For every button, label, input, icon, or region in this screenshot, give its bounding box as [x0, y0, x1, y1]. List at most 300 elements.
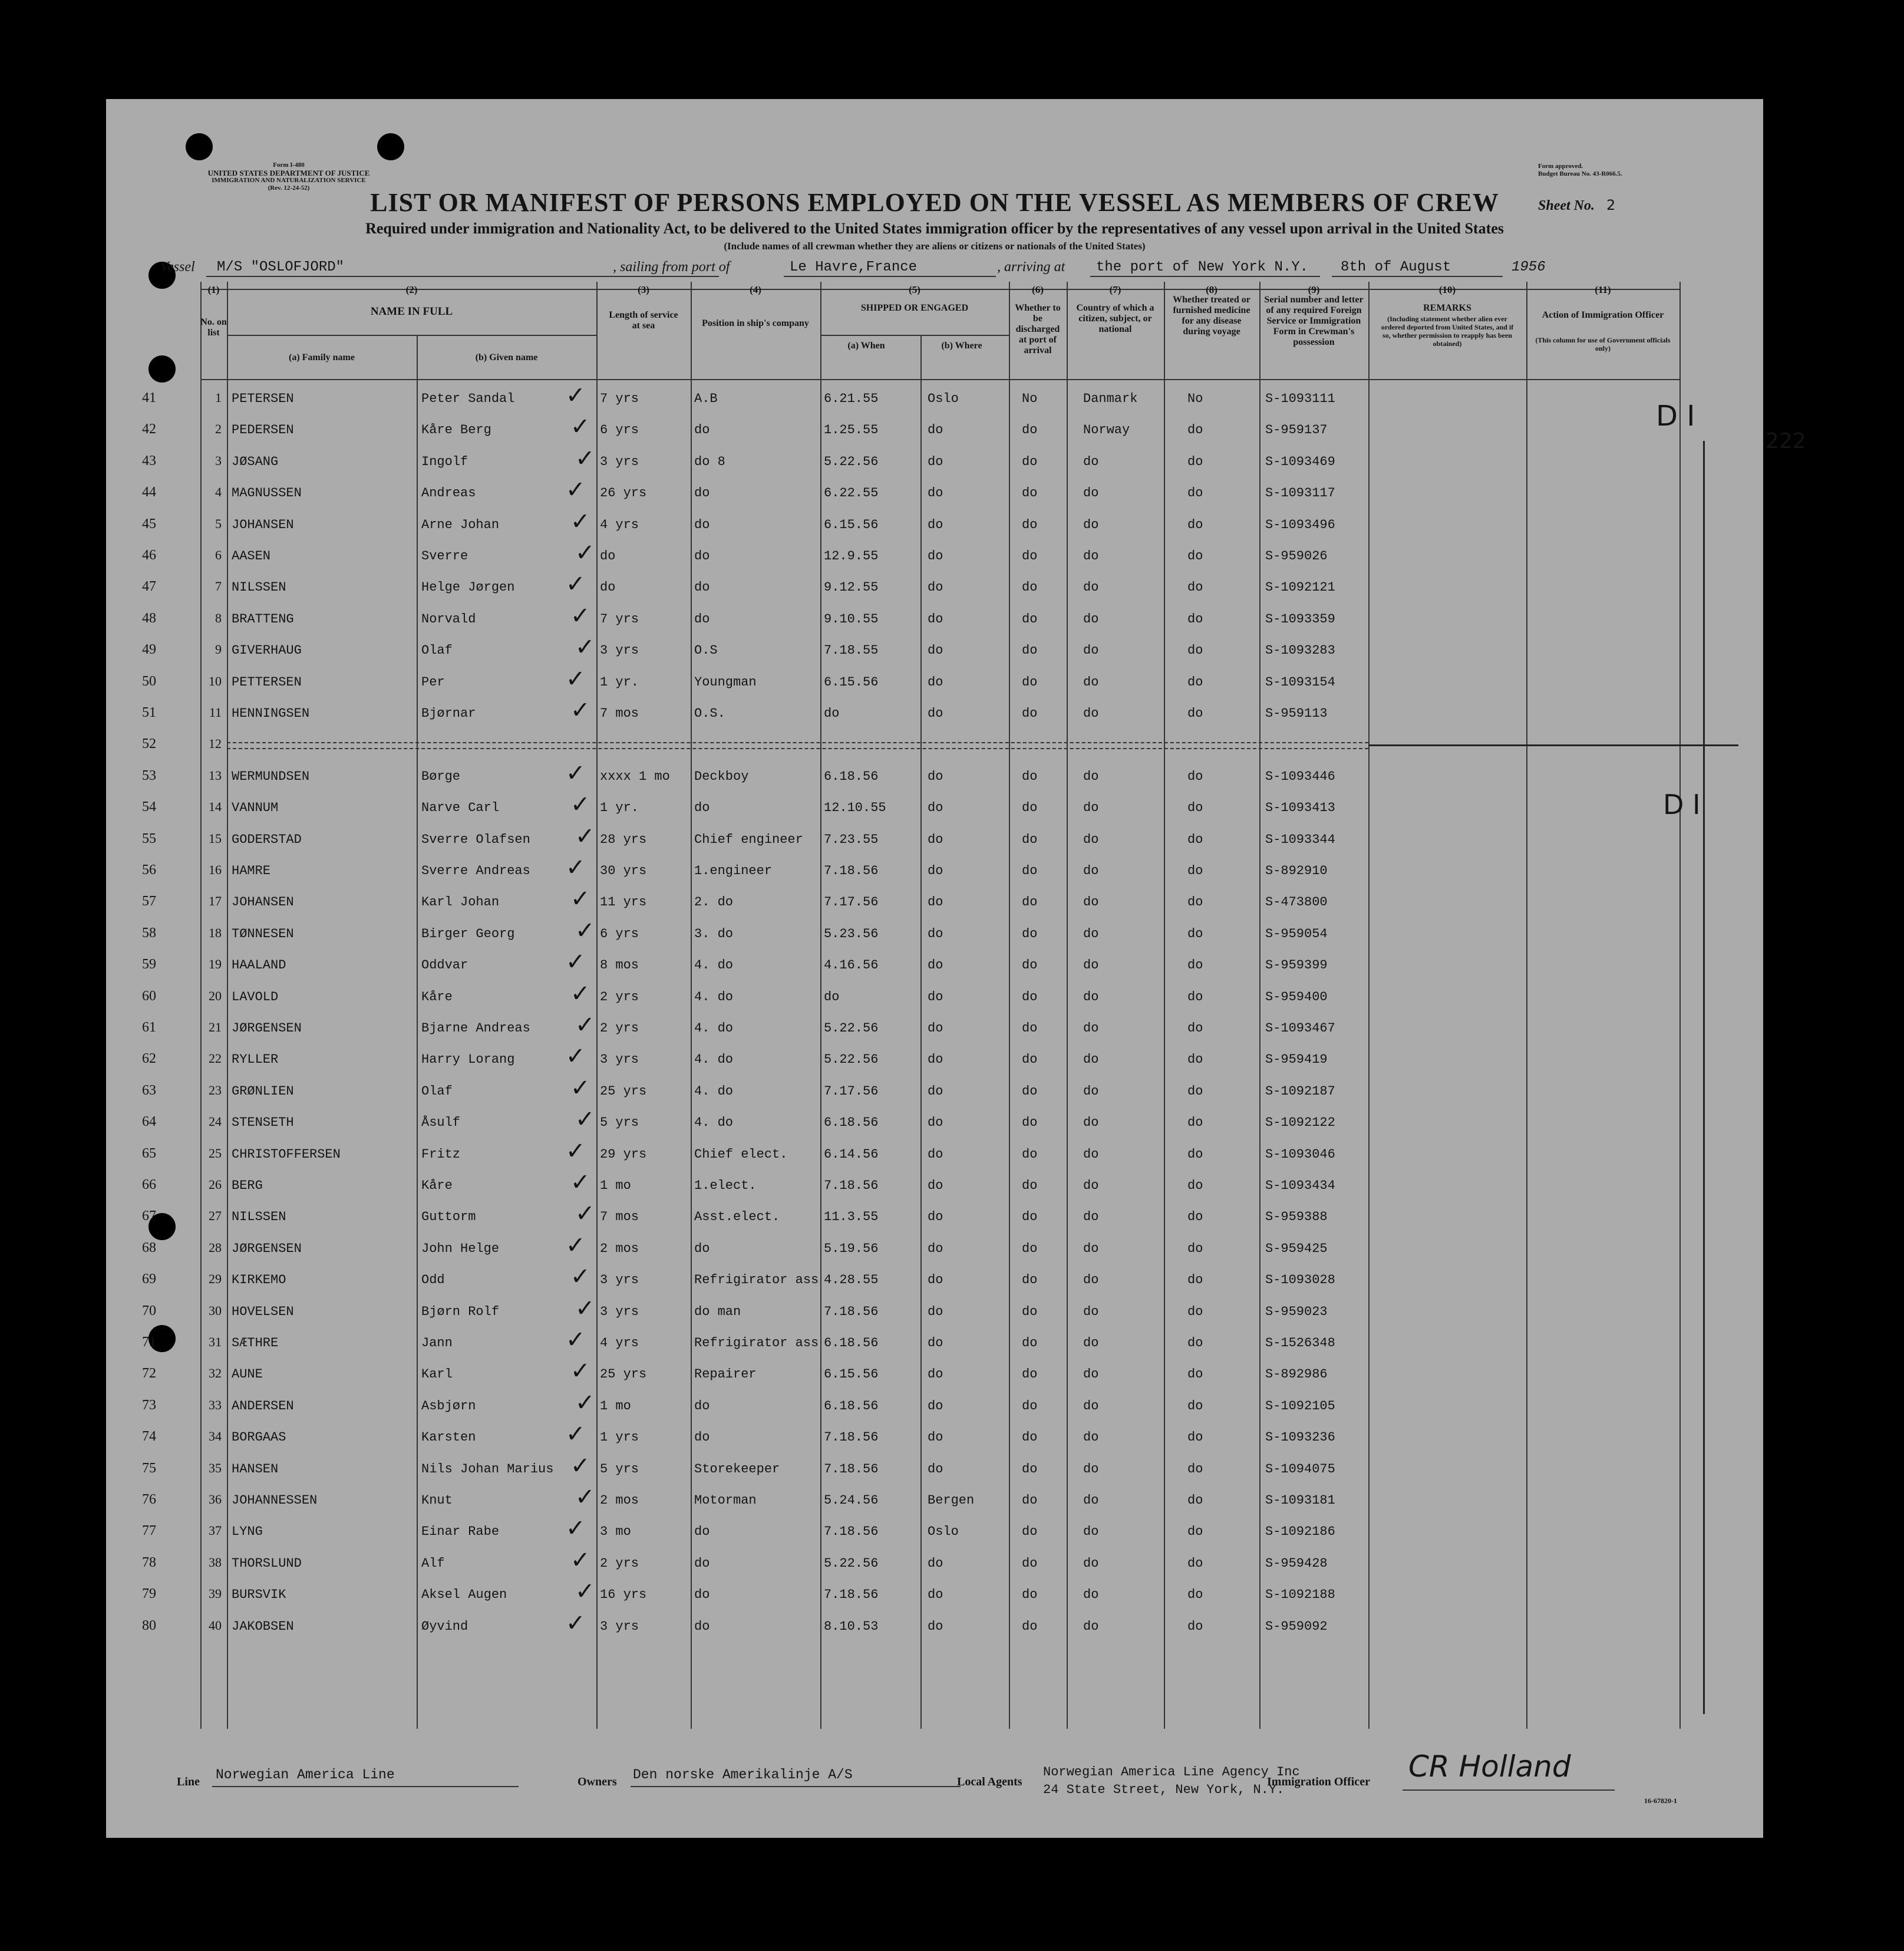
cell-given: Bjarne Andreas — [421, 1021, 530, 1036]
cell-position: do 8 — [694, 454, 725, 469]
cell-family: JØSANG — [232, 454, 279, 469]
cell-serial: S-959419 — [1265, 1052, 1328, 1067]
cell-service: 3 yrs — [600, 1304, 639, 1319]
agents-line-2: 24 State Street, New York, N.Y. — [1043, 1782, 1285, 1797]
line-number: 77 — [142, 1523, 156, 1539]
cell-treated: do — [1187, 706, 1203, 721]
list-number: 2 — [215, 421, 222, 437]
cell-when: 5.22.56 — [824, 1555, 879, 1571]
cell-service: 3 mo — [600, 1524, 631, 1540]
col-6-header: Whether to be discharged at port of arrival — [1015, 303, 1061, 355]
cell-position: do — [694, 580, 710, 595]
cell-where: do — [928, 1083, 943, 1099]
remarks-rule — [1368, 744, 1738, 746]
cell-position: do man — [694, 1304, 741, 1319]
cell-treated: do — [1187, 1273, 1203, 1288]
line-number: 58 — [142, 925, 156, 941]
col-1-number: (1) — [207, 284, 220, 295]
cell-family: JØRGENSEN — [232, 1241, 302, 1256]
cell-position: Refrigirator ass — [694, 1273, 819, 1288]
cell-serial: S-959428 — [1265, 1555, 1328, 1571]
cell-when: 7.18.56 — [824, 1178, 879, 1193]
cell-given: Peter Sandal — [421, 391, 515, 406]
cell-service: 28 yrs — [600, 832, 647, 847]
list-number: 37 — [209, 1523, 222, 1538]
cell-treated: do — [1187, 486, 1203, 501]
cell-when: 7.18.56 — [824, 1524, 879, 1540]
cell-country: do — [1083, 989, 1099, 1004]
col-9-number: (9) — [1308, 284, 1320, 295]
cell-position: 1.elect. — [694, 1178, 757, 1193]
cell-treated: No — [1187, 391, 1203, 406]
arrival-date: 8th of August — [1341, 259, 1451, 275]
cell-position: Motorman — [694, 1493, 757, 1508]
cell-country: do — [1083, 832, 1099, 847]
cell-where: do — [928, 895, 943, 910]
check-icon: ✓ — [566, 1421, 586, 1448]
check-icon: ✓ — [575, 1011, 595, 1039]
cell-position: do — [694, 1555, 710, 1571]
col-9-header: Serial number and letter of any required Foreign Service or Immigration Form in Crewman's possession — [1264, 295, 1364, 347]
cell-country: do — [1083, 1304, 1099, 1319]
cell-discharged: do — [1022, 706, 1038, 721]
vessel-name: M/S "OSLOFJORD" — [217, 259, 345, 275]
punch-hole — [186, 133, 213, 160]
line-number: 49 — [142, 642, 156, 658]
cell-country: do — [1083, 895, 1099, 910]
list-number: 22 — [209, 1051, 222, 1066]
form-id: Form I-480 — [273, 162, 305, 169]
cell-given: Bjørnar — [421, 706, 476, 721]
cell-position: do — [694, 1430, 710, 1445]
cell-serial: S-959054 — [1265, 926, 1328, 941]
cell-position: do — [694, 611, 710, 627]
line-number: 69 — [142, 1271, 156, 1287]
cell-treated: do — [1187, 1210, 1203, 1225]
cell-position: 2. do — [694, 895, 734, 910]
cell-serial: S-959023 — [1265, 1304, 1328, 1319]
cell-treated: do — [1187, 423, 1203, 438]
cell-discharged: do — [1022, 423, 1038, 438]
crew-note: (Include names of all crewman whether they are aliens or citizens or nationals of the United States) — [724, 240, 1146, 252]
cell-family: ANDERSEN — [232, 1398, 294, 1413]
cell-position: do — [694, 1524, 710, 1540]
cell-given: Øyvind — [421, 1619, 468, 1634]
cell-country: do — [1083, 1367, 1099, 1382]
cell-treated: do — [1187, 1619, 1203, 1634]
cell-when: 7.18.56 — [824, 1304, 879, 1319]
cell-position: Chief elect. — [694, 1146, 788, 1162]
cell-family: LAVOLD — [232, 989, 279, 1004]
cell-country: do — [1083, 1178, 1099, 1193]
cell-discharged: do — [1022, 1587, 1038, 1603]
form-header-right — [1538, 163, 1622, 178]
cell-service: 26 yrs — [600, 486, 647, 501]
column-divider — [1164, 282, 1165, 1729]
cell-country: Danmark — [1083, 391, 1138, 406]
column-divider — [1009, 282, 1010, 1729]
cell-family: NILSSEN — [232, 1210, 286, 1225]
cell-serial: S-1093236 — [1265, 1430, 1335, 1445]
cell-family: JØRGENSEN — [232, 1021, 302, 1036]
form-rev: (Rev. 12-24-52) — [268, 184, 310, 192]
list-number: 9 — [215, 642, 222, 657]
cell-serial: S-1092187 — [1265, 1083, 1335, 1099]
cell-where: do — [928, 706, 943, 721]
col-11-note: (This column for use of Government officials only) — [1535, 336, 1671, 352]
cell-family: AUNE — [232, 1367, 263, 1382]
cell-position: do — [694, 517, 710, 532]
cell-where: do — [928, 989, 943, 1004]
cell-family: HOVELSEN — [232, 1304, 294, 1319]
line-name: Norwegian America Line — [216, 1767, 395, 1782]
cell-family: GIVERHAUG — [232, 643, 302, 658]
cell-family: JAKOBSEN — [232, 1619, 294, 1634]
cell-country: do — [1083, 1115, 1099, 1131]
cell-service: 16 yrs — [600, 1587, 647, 1603]
cell-serial: S-1094075 — [1265, 1461, 1335, 1477]
cell-position: do — [694, 549, 710, 563]
cell-serial: S-1092122 — [1265, 1115, 1335, 1131]
cell-when: 4.28.55 — [824, 1273, 879, 1288]
owners-label: Owners — [578, 1775, 617, 1788]
cell-discharged: do — [1022, 1398, 1038, 1413]
cell-position: Asst.elect. — [694, 1210, 780, 1225]
cell-position: do — [694, 1619, 710, 1634]
cell-where: do — [928, 1241, 943, 1256]
cell-where: do — [928, 832, 943, 847]
cell-serial: S-1092188 — [1265, 1587, 1335, 1603]
cell-treated: do — [1187, 1052, 1203, 1067]
cell-given: Jann — [421, 1336, 453, 1350]
line-number: 73 — [142, 1397, 156, 1413]
cell-given: Bjørn Rolf — [421, 1304, 500, 1319]
cell-discharged: No — [1022, 391, 1038, 406]
cell-when: 5.22.56 — [824, 1052, 879, 1067]
cell-given: Kåre — [421, 1178, 453, 1193]
cell-service: 1 yrs — [600, 1430, 639, 1445]
form-dept: UNITED STATES DEPARTMENT OF JUSTICE — [207, 169, 370, 177]
list-number: 19 — [209, 957, 222, 972]
cell-country: do — [1083, 1336, 1099, 1350]
cell-serial: S-1093344 — [1265, 832, 1335, 847]
arrival-year: 1956 — [1512, 259, 1546, 275]
column-divider — [1679, 282, 1681, 1729]
cell-position: Refrigirator ass — [694, 1336, 819, 1350]
cell-discharged: do — [1022, 800, 1038, 816]
line-number: 74 — [142, 1429, 156, 1445]
check-icon: ✓ — [575, 1200, 595, 1228]
cell-when: 6.22.55 — [824, 486, 879, 501]
cell-country: do — [1083, 1619, 1099, 1634]
cell-given: Alf — [421, 1555, 445, 1571]
cell-when: 6.15.56 — [824, 1367, 879, 1382]
cell-when: 8.10.53 — [824, 1619, 879, 1634]
subcolumn-divider — [417, 335, 418, 1729]
cell-discharged: do — [1022, 832, 1038, 847]
cell-treated: do — [1187, 643, 1203, 658]
cell-country: do — [1083, 1273, 1099, 1288]
cell-treated: do — [1187, 864, 1203, 878]
cell-family: WERMUNDSEN — [232, 769, 310, 784]
column-divider — [1259, 282, 1260, 1729]
cell-when: 7.18.56 — [824, 1587, 879, 1603]
cell-country: do — [1083, 611, 1099, 627]
cell-when: 9.10.55 — [824, 611, 879, 627]
cell-country: do — [1083, 926, 1099, 941]
line-number: 78 — [142, 1554, 156, 1570]
list-number: 23 — [209, 1082, 222, 1098]
list-number: 14 — [209, 799, 222, 815]
cell-given: Olaf — [421, 1083, 453, 1099]
col-1-header: No. on list — [200, 317, 227, 338]
cell-where: Oslo — [928, 391, 959, 406]
col-7-header: Country of which a citizen, subject, or national — [1076, 303, 1154, 334]
cell-position: 4. do — [694, 989, 734, 1004]
cell-family: JOHANSEN — [232, 517, 294, 532]
line-number: 46 — [142, 548, 156, 563]
cell-treated: do — [1187, 800, 1203, 816]
cell-serial: S-1092105 — [1265, 1398, 1335, 1413]
form-budget: Budget Bureau No. 43-R066.5. — [1538, 170, 1622, 177]
di-annotation-mid: D I — [1663, 789, 1701, 820]
cell-when: 7.23.55 — [824, 832, 879, 847]
check-icon: ✓ — [570, 507, 590, 535]
cell-discharged: do — [1022, 643, 1038, 658]
check-icon: ✓ — [575, 1389, 595, 1416]
cell-treated: do — [1187, 1304, 1203, 1319]
cell-family: HENNINGSEN — [232, 706, 310, 721]
punch-hole — [377, 133, 404, 160]
cell-when: 6.14.56 — [824, 1146, 879, 1162]
manifest-page — [106, 99, 1806, 1838]
list-number: 36 — [209, 1492, 222, 1507]
check-icon: ✓ — [570, 413, 590, 441]
cell-serial: S-959026 — [1265, 549, 1328, 563]
cell-family: GRØNLIEN — [232, 1083, 294, 1099]
cell-when: 5.24.56 — [824, 1493, 879, 1508]
col-5a-header: (a) When — [847, 341, 885, 351]
cell-given: Kåre — [421, 989, 453, 1004]
check-icon: ✓ — [575, 1106, 595, 1133]
port-from: Le Havre,France — [790, 259, 918, 275]
cell-where: do — [928, 1304, 943, 1319]
cell-when: 7.18.56 — [824, 1461, 879, 1477]
line-number: 57 — [142, 894, 156, 909]
owners-name: Den norske Amerikalinje A/S — [633, 1767, 853, 1782]
list-number: 15 — [209, 831, 222, 846]
cell-country: do — [1083, 580, 1099, 595]
cell-discharged: do — [1022, 1115, 1038, 1131]
cell-serial: S-1093283 — [1265, 643, 1335, 658]
cell-discharged: do — [1022, 1241, 1038, 1256]
agents-line-1: Norwegian America Line Agency Inc — [1043, 1765, 1300, 1779]
cell-discharged: do — [1022, 1083, 1038, 1099]
check-icon: ✓ — [575, 539, 595, 566]
col-8-header: Whether treated or furnished medicine for any disease during voyage — [1173, 295, 1250, 337]
cell-where: do — [928, 1021, 943, 1036]
cell-family: HANSEN — [232, 1461, 279, 1477]
cell-discharged: do — [1022, 1210, 1038, 1225]
port-to: the port of New York N.Y. — [1096, 259, 1309, 275]
list-number: 12 — [209, 736, 222, 752]
col-2b-header: (b) Given name — [475, 352, 538, 362]
cell-given: Ingolf — [421, 454, 468, 469]
cell-service: 2 mos — [600, 1493, 639, 1508]
subcolumn-divider — [920, 335, 922, 1729]
cell-country: do — [1083, 1398, 1099, 1413]
list-number: 1 — [215, 390, 222, 405]
form-approval: Form approved. — [1538, 163, 1583, 170]
cell-where: do — [928, 864, 943, 878]
cell-position: do — [694, 1241, 710, 1256]
cell-service: 3 yrs — [600, 1052, 639, 1067]
check-icon: ✓ — [566, 1231, 586, 1259]
list-number: 32 — [209, 1366, 222, 1381]
col-5-header: SHIPPED OR ENGAGED — [860, 303, 969, 313]
cell-where: do — [928, 1146, 943, 1162]
cell-when: 6.18.56 — [824, 1336, 879, 1350]
list-number: 8 — [215, 610, 222, 625]
cell-when: 7.18.56 — [824, 1430, 879, 1445]
cell-treated: do — [1187, 769, 1203, 784]
cell-given: Harry Lorang — [421, 1052, 515, 1067]
cell-when: 5.22.56 — [824, 454, 879, 469]
cell-service: 11 yrs — [600, 895, 647, 910]
cell-where: do — [928, 423, 943, 438]
cell-position: 4. do — [694, 958, 734, 973]
cell-treated: do — [1187, 674, 1203, 690]
cell-when: 6.15.56 — [824, 517, 879, 532]
cell-discharged: do — [1022, 1273, 1038, 1288]
cell-service: 3 yrs — [600, 1273, 639, 1288]
cell-serial: S-1093181 — [1265, 1493, 1335, 1508]
cell-discharged: do — [1022, 1178, 1038, 1193]
officer-signature: CR Holland — [1408, 1749, 1571, 1784]
cell-discharged: do — [1022, 1052, 1038, 1067]
cell-treated: do — [1187, 1461, 1203, 1477]
line-number: 71 — [142, 1334, 156, 1350]
cell-when: 5.19.56 — [824, 1241, 879, 1256]
cell-country: do — [1083, 1587, 1099, 1603]
list-number: 7 — [215, 579, 222, 594]
cell-where: do — [928, 454, 943, 469]
cell-given: Per — [421, 674, 445, 690]
sheet-label: Sheet No. — [1538, 198, 1595, 213]
cell-when: 9.12.55 — [824, 580, 879, 595]
cell-service: 1 yr. — [600, 800, 639, 816]
cell-family: PETTERSEN — [232, 674, 302, 690]
cell-given: Karl — [421, 1367, 453, 1382]
cell-where: do — [928, 958, 943, 973]
cell-where: do — [928, 1587, 943, 1603]
list-number: 21 — [209, 1020, 222, 1034]
cell-discharged: do — [1022, 958, 1038, 973]
cell-service: do — [600, 580, 616, 595]
check-icon: ✓ — [566, 1609, 586, 1637]
line-number: 79 — [142, 1586, 156, 1602]
col-7-number: (7) — [1109, 284, 1121, 295]
cell-discharged: do — [1022, 1146, 1038, 1162]
check-icon: ✓ — [566, 759, 586, 787]
header-subrule — [227, 335, 596, 336]
cell-serial: S-1093154 — [1265, 674, 1335, 690]
cell-given: Olaf — [421, 643, 453, 658]
cell-country: do — [1083, 1021, 1099, 1036]
line-number: 60 — [142, 988, 156, 1004]
cell-country: do — [1083, 1430, 1099, 1445]
cell-given: Guttorm — [421, 1210, 476, 1225]
line-label: Line — [177, 1775, 200, 1788]
list-number: 33 — [209, 1397, 222, 1412]
cell-service: 6 yrs — [600, 423, 639, 438]
line-number: 80 — [142, 1617, 156, 1633]
column-divider — [820, 282, 821, 1729]
vertical-arrow-line — [1703, 441, 1705, 1714]
col-11-header: Action of Immigration Officer — [1542, 310, 1664, 320]
line-number: 48 — [142, 610, 156, 626]
cell-when: 1.25.55 — [824, 423, 879, 438]
cell-given: Børge — [421, 769, 461, 784]
cell-serial: S-959137 — [1265, 423, 1328, 438]
col-2-header: NAME IN FULL — [370, 305, 453, 318]
cell-position: 4. do — [694, 1052, 734, 1067]
cell-country: do — [1083, 1524, 1099, 1540]
cell-when: 5.23.56 — [824, 926, 879, 941]
cell-family: HAMRE — [232, 864, 271, 878]
check-icon: ✓ — [566, 1515, 586, 1543]
cell-when: 7.17.56 — [824, 1083, 879, 1099]
column-divider — [596, 282, 598, 1729]
column-divider — [1526, 282, 1527, 1729]
cell-given: Nils Johan Marius — [421, 1461, 554, 1477]
page-subtitle: Required under immigration and Nationality Act, to be delivered to the United States immigration officer by the representatives of any vessel upon arrival in the United States — [365, 220, 1504, 237]
cell-treated: do — [1187, 895, 1203, 910]
list-number: 11 — [209, 705, 222, 720]
cell-serial: S-892910 — [1265, 864, 1328, 878]
cell-service: 4 yrs — [600, 517, 639, 532]
col-6-number: (6) — [1032, 284, 1044, 295]
cell-treated: do — [1187, 1493, 1203, 1508]
cell-given: Kåre Berg — [421, 423, 491, 438]
list-number: 40 — [209, 1617, 222, 1633]
column-divider — [691, 282, 692, 1729]
line-number: 66 — [142, 1177, 156, 1192]
cell-service: 2 yrs — [600, 1555, 639, 1571]
cell-given: Norvald — [421, 611, 476, 627]
cell-country: do — [1083, 517, 1099, 532]
col-3-number: (3) — [638, 284, 649, 295]
cell-serial: S-1093434 — [1265, 1178, 1335, 1193]
cell-treated: do — [1187, 958, 1203, 973]
line-number: 76 — [142, 1492, 156, 1507]
check-icon: ✓ — [575, 1578, 595, 1606]
col-4-number: (4) — [750, 284, 761, 295]
cell-position: 4. do — [694, 1115, 734, 1131]
cell-position: Repairer — [694, 1367, 757, 1382]
cell-position: Youngman — [694, 674, 757, 690]
check-icon: ✓ — [566, 1137, 586, 1165]
cell-serial: S-1093359 — [1265, 611, 1335, 627]
cell-country: do — [1083, 1461, 1099, 1477]
check-icon: ✓ — [566, 382, 586, 409]
cell-where: do — [928, 769, 943, 784]
cell-family: KIRKEMO — [232, 1273, 286, 1288]
check-icon: ✓ — [570, 885, 590, 913]
cell-country: do — [1083, 769, 1099, 784]
column-divider — [227, 282, 228, 1729]
check-icon: ✓ — [566, 476, 586, 504]
